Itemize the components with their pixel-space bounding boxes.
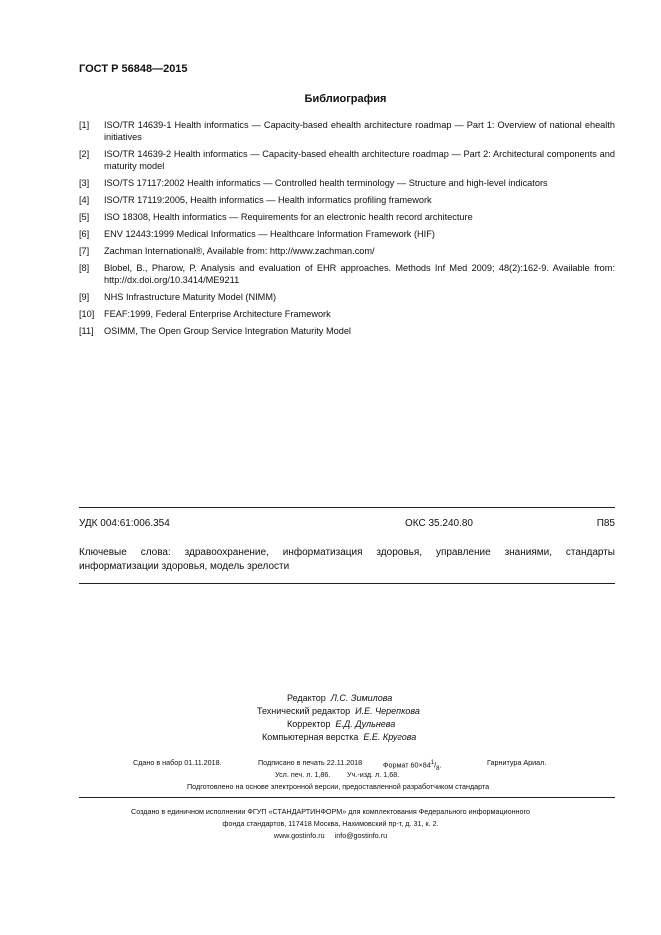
item-text: ISO/TS 17117:2002 Health informatics — Controlled health terminology — Structure and high-level indicators — [104, 178, 548, 188]
bibliography-item — [79, 245, 615, 257]
publisher-address: фонда стандартов, 117418 Москва, Нахимовский пр-т, д. 31, к. 2. — [222, 819, 439, 828]
bibliography-item — [79, 308, 615, 320]
credit-name: Л.С. Зимилова — [330, 693, 393, 703]
bibliography-item — [79, 262, 615, 286]
credit-layout — [262, 731, 416, 744]
bibliography-item — [79, 228, 615, 240]
bibliography-item — [79, 211, 615, 223]
signed-date: Подписано в печать 22.11.2018 — [258, 758, 363, 767]
prepared-note: Подготовлено на основе электронной версии, предоставленной разработчиком стандарта — [187, 782, 490, 791]
credit-name: И.Е. Черепкова — [355, 706, 420, 716]
credit-role: Редактор — [287, 693, 326, 703]
credit-editor — [287, 692, 392, 705]
divider — [79, 507, 615, 508]
item-number: [11] — [79, 326, 94, 336]
item-number: [1] — [79, 120, 90, 130]
item-text: ISO/TR 17119:2005, Health informatics — Health informatics profiling framework — [104, 195, 432, 205]
item-text: ISO 18308, Health informatics — Requirements for an electronic health record architecture — [104, 212, 473, 222]
item-number: [3] — [79, 178, 90, 188]
pub-sheets: Уч.-изд. л. 1,68. — [347, 770, 400, 779]
bibliography-title: Библиография — [304, 93, 387, 105]
credit-role: Компьютерная верстка — [262, 732, 359, 742]
bibliography-item — [79, 325, 615, 337]
bibliography-item — [79, 148, 615, 172]
oks-code: ОКС 35.240.80 — [405, 518, 473, 529]
item-text: ISO/TR 14639-2 Health informatics — Capacity-based ehealth architecture roadmap — Part 2: Architectural components and maturity model — [104, 149, 615, 171]
font-name: Гарнитура Ариал. — [487, 758, 547, 767]
item-text: Blobel, B., Pharow, P. Analysis and evaluation of EHR approaches. Methods Inf Med 2009; 48(2):162-9. Available from: http://dx.doi.org/10.3414/ME9211 — [104, 263, 615, 285]
item-text: NHS Infrastructure Maturity Model (NIMM) — [104, 292, 277, 302]
item-text: Zachman International®, Available from: http://www.zachman.com/ — [104, 246, 375, 256]
item-number: [9] — [79, 292, 90, 302]
item-text: ISO/TR 14639-1 Health informatics — Capacity-based ehealth architecture roadmap — Part 1: Overview of national ehealth initiatives — [104, 120, 615, 142]
bibliography-item — [79, 177, 615, 189]
item-number: [6] — [79, 229, 90, 239]
credit-name: Е.Е. Кругова — [363, 732, 417, 742]
item-number: [8] — [79, 263, 90, 273]
item-number: [7] — [79, 246, 90, 256]
keywords: Ключевые слова: здравоохранение, информатизация здоровья, управление знаниями, стандарты информатизации здоровья, модель зрелости — [79, 547, 615, 572]
bibliography-list — [79, 119, 615, 342]
submitted-date: Сдано в набор 01.11.2018. — [133, 758, 222, 767]
print-format: Формат $60\times 84^1/_8$. — [383, 760, 442, 772]
item-number: [5] — [79, 212, 90, 222]
udk-code: УДК 004:61:006.354 — [79, 518, 170, 529]
item-number: [4] — [79, 195, 90, 205]
bibliography-item — [79, 119, 615, 143]
p-code: П85 — [596, 518, 615, 529]
item-text: ENV 12443:1999 Medical Informatics — Healthcare Information Framework (HIF) — [104, 229, 435, 239]
bibliography-item — [79, 291, 615, 303]
credit-name: Е.Д. Дульнева — [335, 719, 396, 729]
bibliography-item — [79, 194, 615, 206]
credit-tech-editor — [257, 705, 420, 718]
publisher-info — [0, 806, 661, 842]
credit-role: Корректор — [287, 719, 331, 729]
standard-code: ГОСТ Р 56848—2015 — [79, 63, 188, 75]
item-number: [2] — [79, 149, 90, 159]
divider — [79, 583, 615, 584]
credit-corrector — [287, 718, 395, 731]
item-text: OSIMM, The Open Group Service Integration Maturity Model — [104, 326, 351, 336]
print-sheets: Усл. печ. л. 1,86. — [275, 770, 331, 779]
item-text: FEAF:1999, Federal Enterprise Architecture Framework — [104, 309, 331, 319]
item-number: [10] — [79, 309, 95, 319]
divider — [79, 797, 615, 798]
credit-role: Технический редактор — [257, 706, 351, 716]
publisher-line: Создано в единичном исполнении ФГУП «СТАНДАРТИНФОРМ» для комплектования Федерального информационного — [131, 807, 530, 816]
publisher-web: www.gostinfo.ru info@gostinfo.ru — [273, 831, 388, 840]
